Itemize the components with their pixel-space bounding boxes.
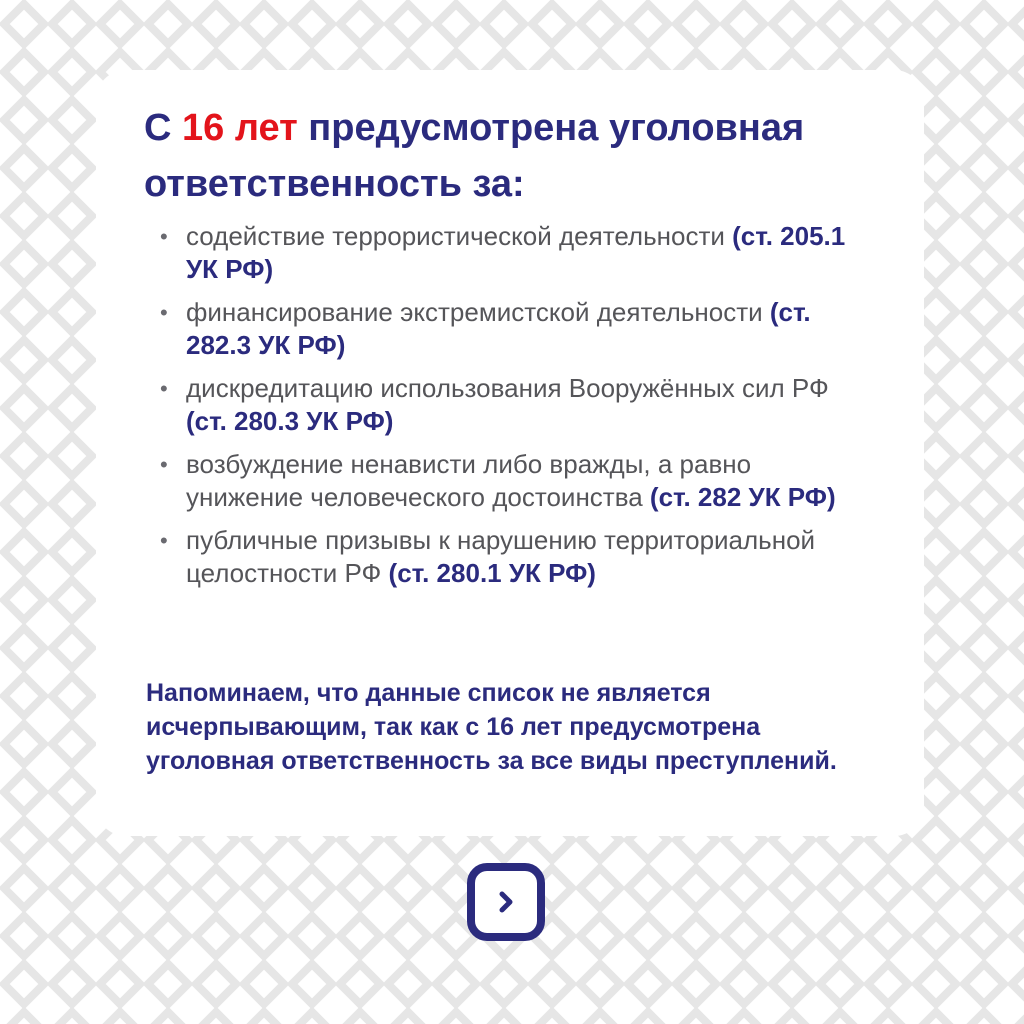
title-prefix: С <box>144 107 182 149</box>
chevron-right-icon <box>491 887 521 917</box>
item-text: дискредитацию использования Вооружённых сил РФ <box>186 373 829 403</box>
reminder-note: Напоминаем, что данные список не является исчерпывающим, так как с 16 лет предусмотрена уголовная ответственность за все виды преступлений. <box>146 679 837 775</box>
list-item <box>154 296 854 362</box>
next-slide-button[interactable] <box>467 863 545 941</box>
list-item <box>154 524 854 590</box>
item-text: финансирование экстремистской деятельности <box>186 297 770 327</box>
offense-list <box>154 220 854 600</box>
bullet-icon: • <box>160 452 168 477</box>
item-text: возбуждение ненависти либо вражды, а равно унижение человеческого достоинства <box>186 449 752 512</box>
item-law-reference: (ст. 282.3 УК РФ) <box>186 297 811 360</box>
title-rest: предусмотрена уголовная ответственность за: <box>144 107 805 205</box>
item-text: содействие террористической деятельности <box>186 221 733 251</box>
bullet-icon: • <box>160 528 168 553</box>
bullet-icon: • <box>160 376 168 401</box>
bullet-icon: • <box>160 300 168 325</box>
info-card <box>96 70 924 836</box>
item-law-reference: (ст. 282 УК РФ) <box>649 482 836 512</box>
list-item <box>154 220 854 286</box>
card-title <box>144 100 884 212</box>
bullet-icon: • <box>160 224 168 249</box>
item-law-reference: (ст. 280.1 УК РФ) <box>388 558 596 588</box>
item-law-reference: (ст. 205.1 УК РФ) <box>186 221 846 284</box>
list-item <box>154 448 854 514</box>
title-accent-age: 16 лет <box>182 107 298 149</box>
list-item <box>154 372 854 438</box>
item-text: публичные призывы к нарушению территориальной целостности РФ <box>186 525 816 588</box>
item-law-reference: (ст. 280.3 УК РФ) <box>186 406 394 436</box>
